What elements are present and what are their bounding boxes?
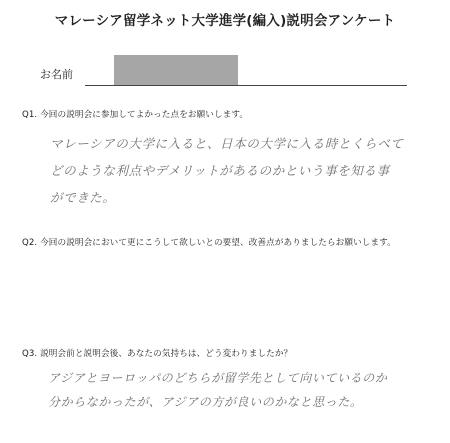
answer-line: 分からなかったが、アジアの方が良いのかなと思った。 <box>48 395 363 409</box>
answer-line: ができた。 <box>50 190 116 205</box>
question-3-label: Q3. 説明会前と説明会後、あなたの気持ちは、どう変わりましたか？ <box>22 349 293 359</box>
page-title: マレーシア留学ネット大学進学(編入)説明会アンケート <box>54 13 396 29</box>
question-2-label: Q2. 今回の説明会において更にこうして欲しいとの要望、改善点がありましたらお願いします。 <box>22 238 396 248</box>
answer-line: マレーシアの大学に入ると、日本の大学に入る時とくらべて <box>50 136 404 151</box>
answer-line: どのような利点やデメリットがあるのかという事を知る事 <box>50 163 390 178</box>
question-1-label: Q1. 今回の説明会に参加してよかった点をお願いします。 <box>22 110 249 120</box>
redacted-name-box <box>114 55 238 85</box>
answer-line: アジアとヨーロッパのどちらが留学先として向いているのか <box>48 371 388 385</box>
name-underline <box>85 85 407 86</box>
question-1-answer <box>50 130 403 211</box>
question-3-answer <box>48 366 387 414</box>
name-field-label: お名前 <box>40 68 73 81</box>
